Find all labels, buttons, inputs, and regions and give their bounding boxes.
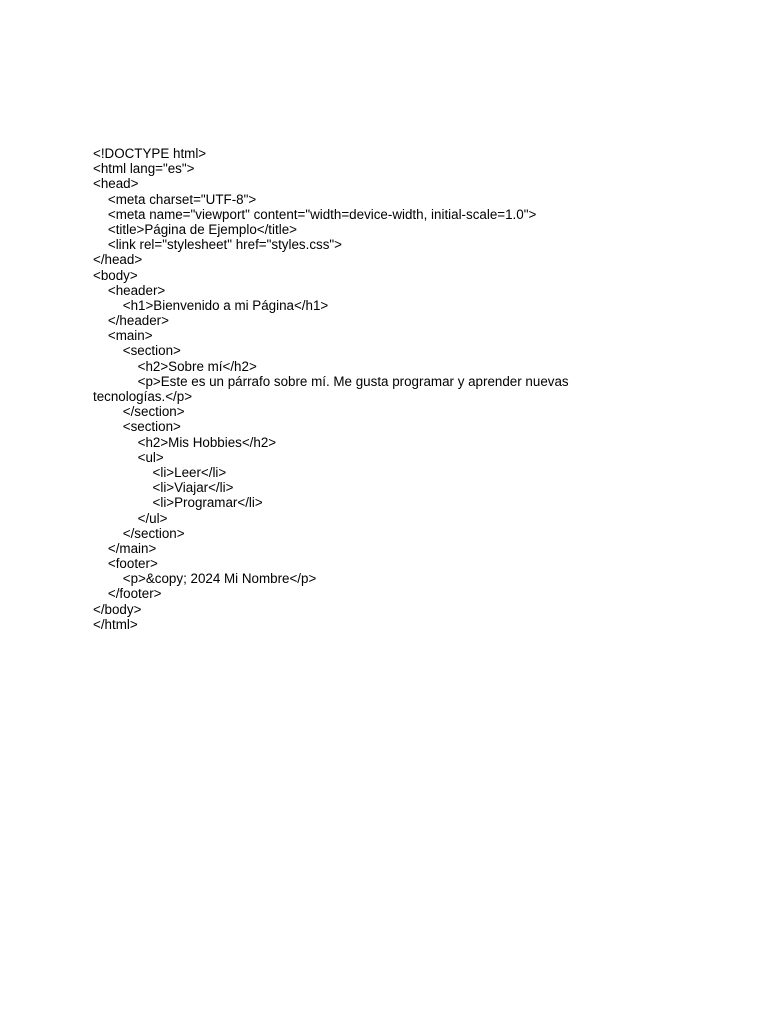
code-line: <section> — [93, 343, 181, 359]
code-line: </body> — [93, 601, 142, 617]
code-line: <link rel="stylesheet" href="styles.css"> — [93, 237, 342, 253]
code-line: <ul> — [93, 449, 164, 465]
code-line: </html> — [93, 616, 138, 632]
code-line: <meta charset="UTF-8"> — [93, 191, 257, 207]
code-line: </head> — [93, 252, 143, 268]
code-line: <meta name="viewport" content="width=device-width, initial-scale=1.0"> — [93, 206, 537, 222]
code-line: <li>Leer</li> — [93, 464, 227, 480]
code-line: </header> — [93, 313, 169, 329]
code-line: <header> — [93, 282, 166, 298]
code-line: tecnologías.</p> — [93, 389, 193, 404]
code-line: </ul> — [93, 510, 168, 526]
code-line: <html lang="es"> — [93, 161, 195, 177]
code-line: <p>Este es un párrafo sobre mí. Me gusta programar y aprender nuevas — [93, 373, 569, 389]
code-line: <footer> — [93, 556, 158, 572]
code-line: <h2>Mis Hobbies</h2> — [93, 434, 277, 450]
code-line: <body> — [93, 267, 138, 283]
html-code-listing — [93, 146, 713, 632]
code-line: </section> — [93, 525, 185, 541]
code-line: <title>Página de Ejemplo</title> — [93, 221, 297, 237]
code-line: <li>Programar</li> — [93, 495, 263, 511]
code-line: <h1>Bienvenido a mi Página</h1> — [93, 297, 329, 313]
code-line: <section> — [93, 419, 181, 435]
code-line: </footer> — [93, 586, 162, 602]
code-line: </main> — [93, 540, 157, 556]
code-line: <main> — [93, 328, 153, 344]
code-line: <h2>Sobre mí</h2> — [93, 358, 257, 374]
code-line: <li>Viajar</li> — [93, 480, 234, 496]
code-line: <head> — [93, 176, 139, 192]
code-line: <!DOCTYPE html> — [93, 146, 207, 161]
code-line: </section> — [93, 404, 185, 420]
code-line: <p>&copy; 2024 Mi Nombre</p> — [93, 571, 317, 587]
